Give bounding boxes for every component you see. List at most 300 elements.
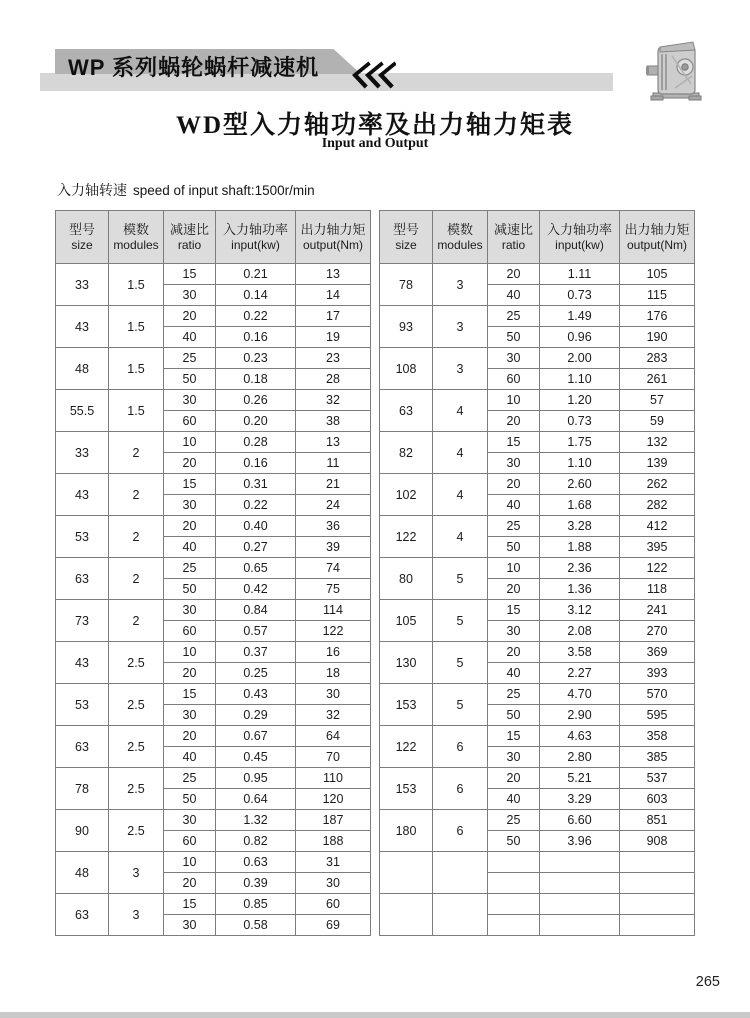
input-cell: 0.21 [216,264,296,285]
column-header-input: 入力轴功率 input(kw) [216,211,296,264]
table-row [56,348,371,369]
output-cell: 18 [296,663,371,684]
size-cell: 80 [380,558,433,600]
table-row [380,432,695,453]
size-cell: 43 [56,642,109,684]
ratio-cell: 50 [164,789,216,810]
ratio-cell: 30 [164,705,216,726]
output-cell: 32 [296,390,371,411]
table-row [56,642,371,663]
ratio-cell: 30 [164,600,216,621]
input-cell: 1.49 [540,306,620,327]
ratio-cell: 20 [164,726,216,747]
ratio-cell: 30 [164,915,216,936]
input-cell: 0.23 [216,348,296,369]
ratio-cell: 20 [164,663,216,684]
size-cell: 180 [380,810,433,852]
size-cell: 78 [56,768,109,810]
column-header-modules: 模数 modules [109,211,164,264]
input-speed-note [57,180,315,200]
table-row [380,390,695,411]
input-cell: 0.73 [540,285,620,306]
input-cell [540,852,620,873]
ratio-cell: 50 [488,327,540,348]
input-cell: 0.18 [216,369,296,390]
input-cell: 5.21 [540,768,620,789]
input-cell: 0.58 [216,915,296,936]
input-cell: 0.57 [216,621,296,642]
output-cell: 118 [620,579,695,600]
table-row [380,894,695,915]
output-cell [620,915,695,936]
output-cell: 64 [296,726,371,747]
output-cell: 14 [296,285,371,306]
column-header-size: 型号 size [56,211,109,264]
ratio-cell: 15 [488,600,540,621]
size-cell: 122 [380,726,433,768]
modules-cell: 3 [109,852,164,894]
footer-bar [0,1012,750,1018]
spec-table-right [379,210,695,936]
page-subtitle: Input and Output [321,136,429,151]
modules-cell: 2.5 [109,726,164,768]
input-cell: 0.20 [216,411,296,432]
output-cell: 369 [620,642,695,663]
modules-cell: 1.5 [109,306,164,348]
size-cell: 48 [56,348,109,390]
input-cell: 1.88 [540,537,620,558]
input-cell: 0.43 [216,684,296,705]
output-cell: 13 [296,264,371,285]
input-cell: 0.42 [216,579,296,600]
modules-cell: 5 [433,558,488,600]
modules-cell [433,852,488,894]
ratio-cell: 10 [164,432,216,453]
input-cell: 6.60 [540,810,620,831]
ratio-cell: 15 [164,894,216,915]
input-cell: 0.28 [216,432,296,453]
output-cell: 283 [620,348,695,369]
output-cell: 176 [620,306,695,327]
table-row [380,264,695,285]
input-cell: 1.75 [540,432,620,453]
page-number: 265 [695,974,720,990]
table-row [380,726,695,747]
ratio-cell: 20 [488,768,540,789]
input-cell: 1.36 [540,579,620,600]
table-header-row [56,211,371,264]
input-cell: 0.67 [216,726,296,747]
input-cell: 2.60 [540,474,620,495]
input-cell: 1.32 [216,810,296,831]
column-header-size: 型号 size [380,211,433,264]
output-cell: 17 [296,306,371,327]
output-cell: 122 [620,558,695,579]
ratio-cell [488,894,540,915]
table-row [56,852,371,873]
ratio-cell: 30 [164,390,216,411]
output-cell: 115 [620,285,695,306]
input-cell: 4.63 [540,726,620,747]
ratio-cell: 15 [164,264,216,285]
ratio-cell: 20 [488,264,540,285]
output-cell: 110 [296,768,371,789]
input-cell: 0.82 [216,831,296,852]
table-row [380,306,695,327]
input-cell: 0.39 [216,873,296,894]
input-cell: 0.65 [216,558,296,579]
input-cell: 3.96 [540,831,620,852]
ratio-cell: 30 [164,495,216,516]
modules-cell: 1.5 [109,390,164,432]
output-cell [620,894,695,915]
input-cell: 0.27 [216,537,296,558]
ratio-cell: 20 [488,411,540,432]
ratio-cell: 20 [164,873,216,894]
size-cell: 93 [380,306,433,348]
input-cell: 1.68 [540,495,620,516]
size-cell: 90 [56,810,109,852]
size-cell: 53 [56,516,109,558]
output-cell: 190 [620,327,695,348]
ratio-cell: 10 [164,642,216,663]
ratio-cell: 15 [164,474,216,495]
input-cell: 2.00 [540,348,620,369]
table-row [380,558,695,579]
ratio-cell: 50 [488,831,540,852]
input-cell: 3.58 [540,642,620,663]
size-cell: 33 [56,264,109,306]
ratio-cell: 60 [164,621,216,642]
ratio-cell: 30 [488,621,540,642]
column-header-modules: 模数 modules [433,211,488,264]
output-cell: 241 [620,600,695,621]
ratio-cell: 30 [488,348,540,369]
output-cell: 595 [620,705,695,726]
modules-cell: 5 [433,600,488,642]
modules-cell: 2.5 [109,768,164,810]
output-cell: 120 [296,789,371,810]
column-header-ratio: 减速比 ratio [488,211,540,264]
ratio-cell: 15 [488,726,540,747]
output-cell: 57 [620,390,695,411]
output-cell: 36 [296,516,371,537]
column-header-output: 出力轴力矩 output(Nm) [620,211,695,264]
input-cell: 3.12 [540,600,620,621]
modules-cell: 1.5 [109,348,164,390]
ratio-cell: 40 [488,495,540,516]
ratio-cell: 25 [488,684,540,705]
table-row [56,768,371,789]
output-cell: 30 [296,684,371,705]
series-banner-title: WP 系列蜗轮蜗杆减速机 [68,55,320,80]
size-cell: 78 [380,264,433,306]
output-cell: 412 [620,516,695,537]
table-header-row [380,211,695,264]
output-cell: 23 [296,348,371,369]
ratio-cell: 60 [164,831,216,852]
input-cell: 4.70 [540,684,620,705]
output-cell: 13 [296,432,371,453]
column-header-ratio: 减速比 ratio [164,211,216,264]
modules-cell: 3 [433,264,488,306]
input-cell [540,873,620,894]
modules-cell [433,894,488,936]
output-cell: 39 [296,537,371,558]
output-cell: 385 [620,747,695,768]
input-speed-note-zh: 入力轴转速 [57,182,127,198]
input-cell: 0.22 [216,306,296,327]
output-cell: 70 [296,747,371,768]
input-cell: 2.08 [540,621,620,642]
size-cell [380,894,433,936]
page-title: WD型入力轴功率及出力轴力矩表 [175,112,575,139]
ratio-cell: 25 [164,348,216,369]
output-cell: 69 [296,915,371,936]
modules-cell: 2 [109,516,164,558]
input-cell: 0.84 [216,600,296,621]
ratio-cell: 10 [164,852,216,873]
size-cell: 102 [380,474,433,516]
ratio-cell: 60 [164,411,216,432]
size-cell: 48 [56,852,109,894]
size-cell: 43 [56,474,109,516]
ratio-cell: 20 [164,516,216,537]
input-cell [540,894,620,915]
modules-cell: 2 [109,600,164,642]
output-cell: 908 [620,831,695,852]
input-cell: 2.36 [540,558,620,579]
input-cell: 0.64 [216,789,296,810]
input-cell: 0.14 [216,285,296,306]
table-row [56,600,371,621]
output-cell: 262 [620,474,695,495]
modules-cell: 4 [433,516,488,558]
ratio-cell: 25 [488,810,540,831]
modules-cell: 4 [433,432,488,474]
ratio-cell: 30 [164,810,216,831]
spec-tables-container [55,210,695,936]
input-cell: 1.10 [540,369,620,390]
table-row [56,432,371,453]
table-row [56,264,371,285]
output-cell: 28 [296,369,371,390]
output-cell: 11 [296,453,371,474]
output-cell: 38 [296,411,371,432]
output-cell: 74 [296,558,371,579]
modules-cell: 5 [433,684,488,726]
table-row [56,306,371,327]
size-cell: 122 [380,516,433,558]
size-cell: 33 [56,432,109,474]
output-cell: 19 [296,327,371,348]
size-cell: 63 [380,390,433,432]
modules-cell: 2.5 [109,642,164,684]
ratio-cell: 10 [488,558,540,579]
input-cell: 0.37 [216,642,296,663]
input-cell: 0.31 [216,474,296,495]
table-row [380,852,695,873]
output-cell: 59 [620,411,695,432]
table-row [380,768,695,789]
table-row [380,474,695,495]
output-cell: 570 [620,684,695,705]
output-cell: 114 [296,600,371,621]
modules-cell: 2 [109,432,164,474]
output-cell: 105 [620,264,695,285]
output-cell: 139 [620,453,695,474]
size-cell: 108 [380,348,433,390]
modules-cell: 2 [109,474,164,516]
table-row [380,684,695,705]
output-cell: 187 [296,810,371,831]
ratio-cell: 20 [164,306,216,327]
output-cell: 395 [620,537,695,558]
ratio-cell: 25 [488,306,540,327]
modules-cell: 6 [433,810,488,852]
column-header-input: 入力轴功率 input(kw) [540,211,620,264]
table-row [56,894,371,915]
input-cell: 0.96 [540,327,620,348]
ratio-cell: 30 [164,285,216,306]
ratio-cell: 40 [488,285,540,306]
ratio-cell [488,873,540,894]
output-cell: 603 [620,789,695,810]
size-cell: 153 [380,768,433,810]
ratio-cell: 15 [488,432,540,453]
input-cell: 0.63 [216,852,296,873]
modules-cell: 5 [433,642,488,684]
ratio-cell: 60 [488,369,540,390]
size-cell: 53 [56,684,109,726]
size-cell [380,852,433,894]
ratio-cell: 15 [164,684,216,705]
modules-cell: 3 [109,894,164,936]
ratio-cell: 25 [164,768,216,789]
table-row [380,810,695,831]
output-cell: 270 [620,621,695,642]
output-cell: 32 [296,705,371,726]
input-cell: 2.90 [540,705,620,726]
input-cell: 1.11 [540,264,620,285]
input-cell: 0.29 [216,705,296,726]
output-cell: 21 [296,474,371,495]
table-row [380,642,695,663]
input-cell: 1.10 [540,453,620,474]
output-cell: 851 [620,810,695,831]
input-cell: 0.85 [216,894,296,915]
output-cell: 30 [296,873,371,894]
output-cell: 393 [620,663,695,684]
input-cell: 0.16 [216,327,296,348]
input-cell: 1.20 [540,390,620,411]
input-cell [540,915,620,936]
ratio-cell: 30 [488,747,540,768]
modules-cell: 1.5 [109,264,164,306]
ratio-cell: 10 [488,390,540,411]
size-cell: 63 [56,726,109,768]
modules-cell: 2 [109,558,164,600]
size-cell: 130 [380,642,433,684]
size-cell: 63 [56,558,109,600]
output-cell: 31 [296,852,371,873]
size-cell: 153 [380,684,433,726]
output-cell: 282 [620,495,695,516]
output-cell [620,852,695,873]
input-cell: 3.28 [540,516,620,537]
input-cell: 0.22 [216,495,296,516]
size-cell: 43 [56,306,109,348]
input-cell: 0.73 [540,411,620,432]
table-row [380,348,695,369]
table-row [56,516,371,537]
ratio-cell: 50 [164,579,216,600]
triple-chevron-left-icon [352,60,396,95]
input-cell: 0.26 [216,390,296,411]
ratio-cell: 40 [164,747,216,768]
output-cell: 188 [296,831,371,852]
size-cell: 55.5 [56,390,109,432]
ratio-cell: 40 [164,537,216,558]
output-cell: 132 [620,432,695,453]
output-cell: 60 [296,894,371,915]
input-cell: 0.45 [216,747,296,768]
output-cell: 261 [620,369,695,390]
modules-cell: 6 [433,726,488,768]
output-cell: 16 [296,642,371,663]
ratio-cell: 25 [164,558,216,579]
input-cell: 0.25 [216,663,296,684]
input-cell: 0.95 [216,768,296,789]
ratio-cell: 20 [488,474,540,495]
ratio-cell [488,852,540,873]
input-cell: 3.29 [540,789,620,810]
ratio-cell: 40 [164,327,216,348]
ratio-cell: 40 [488,789,540,810]
output-cell: 537 [620,768,695,789]
modules-cell: 6 [433,768,488,810]
ratio-cell: 30 [488,453,540,474]
output-cell: 358 [620,726,695,747]
ratio-cell: 40 [488,663,540,684]
table-row [56,726,371,747]
table-row [56,474,371,495]
output-cell [620,873,695,894]
size-cell: 105 [380,600,433,642]
modules-cell: 4 [433,474,488,516]
input-cell: 0.40 [216,516,296,537]
table-row [380,516,695,537]
table-row [56,684,371,705]
size-cell: 82 [380,432,433,474]
size-cell: 63 [56,894,109,936]
gearbox-product-image [645,36,708,107]
modules-cell: 4 [433,390,488,432]
ratio-cell: 50 [164,369,216,390]
ratio-cell: 20 [164,453,216,474]
ratio-cell: 50 [488,537,540,558]
output-cell: 122 [296,621,371,642]
table-row [56,558,371,579]
output-cell: 24 [296,495,371,516]
size-cell: 73 [56,600,109,642]
input-cell: 2.80 [540,747,620,768]
ratio-cell: 25 [488,516,540,537]
input-cell: 2.27 [540,663,620,684]
ratio-cell: 50 [488,705,540,726]
modules-cell: 2.5 [109,810,164,852]
ratio-cell [488,915,540,936]
